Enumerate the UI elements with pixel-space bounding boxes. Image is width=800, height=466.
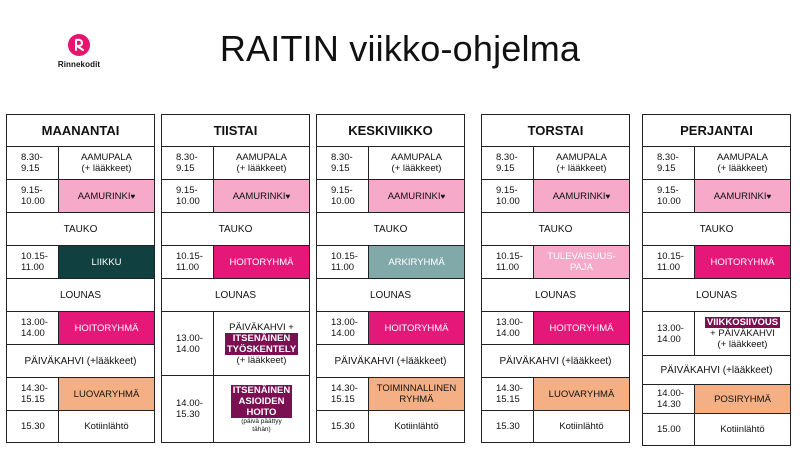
schedule-row (643, 385, 790, 414)
activity-cell: TULEVAISUUS- PAJA (534, 246, 629, 278)
activity-cell: AAMUPALA (+ lääkkeet) (716, 152, 769, 174)
schedule-row (643, 312, 790, 356)
schedule-row (7, 378, 154, 411)
schedule-row (7, 279, 154, 312)
day-column-torstai (481, 114, 630, 443)
activity-cell: AAMURINKI♥ (214, 180, 309, 212)
schedule-row (482, 312, 629, 345)
time-cell: 8.30- 9.15 (643, 147, 695, 179)
full-width-cell: LOUNAS (695, 289, 738, 301)
activity-cell: AAMUPALA (+ lääkkeet) (555, 152, 608, 174)
activity-cell: AAMUPALA (+ lääkkeet) (390, 152, 443, 174)
time-cell: 9.15- 10.00 (317, 180, 369, 212)
activity-cell: Kotiinlähtö (559, 421, 604, 432)
time-cell: 8.30- 9.15 (317, 147, 369, 179)
schedule-row (643, 147, 790, 180)
schedule-row (7, 246, 154, 279)
day-header: PERJANTAI (643, 115, 790, 147)
activity-cell: LIIKKU (59, 246, 154, 278)
activity-cell: Kotiinlähtö (720, 424, 765, 435)
day-header: KESKIVIIKKO (317, 115, 464, 147)
day-column-keskiviikko (316, 114, 465, 443)
activity-cell: ITSENÄINEN ASIOIDEN HOITO (päivä päättyy tähän) (232, 384, 291, 433)
full-width-cell: PÄIVÄKAHVI (+lääkkeet) (660, 364, 773, 376)
schedule-row (317, 411, 464, 442)
full-width-cell: TAUKO (373, 223, 408, 235)
time-cell: 10.15- 11.00 (7, 246, 59, 278)
time-cell: 9.15- 10.00 (643, 180, 695, 212)
time-cell: 13.00- 14.00 (162, 312, 214, 375)
schedule-row (7, 180, 154, 213)
schedule-row (7, 312, 154, 345)
activity-cell: POSIRYHMÄ (695, 385, 790, 413)
time-cell: 14.00- 15.30 (162, 376, 214, 442)
schedule-row (162, 279, 309, 312)
time-cell: 15.30 (7, 411, 59, 442)
time-cell: 13.00- 14.00 (643, 312, 695, 355)
highlight-label: ITSENÄINEN ASIOIDEN HOITO (232, 384, 291, 418)
schedule-row (317, 180, 464, 213)
time-cell: 15.30 (482, 411, 534, 442)
schedule-row (7, 147, 154, 180)
schedule-row (317, 312, 464, 345)
time-cell: 14.30- 15.15 (317, 378, 369, 410)
full-width-cell: LOUNAS (214, 289, 257, 301)
schedule-row (643, 279, 790, 312)
highlight-label: VIIKKOSIIVOUS (706, 317, 779, 328)
schedule-row (317, 279, 464, 312)
schedule-row (643, 414, 790, 445)
schedule-row (162, 376, 309, 442)
full-width-cell: PÄIVÄKAHVI (+lääkkeet) (24, 355, 137, 367)
activity-cell: LUOVARYHMÄ (534, 378, 629, 410)
activity-cell: HOITORYHMÄ (369, 312, 464, 344)
logo-text: Rinnekodit (57, 60, 101, 69)
schedule-row (643, 246, 790, 279)
highlight-label: ITSENÄINEN TYÖSKENTELY (226, 332, 297, 355)
schedule-row (482, 147, 629, 180)
activity-cell: AAMURINKI♥ (534, 180, 629, 212)
activity-cell: LUOVARYHMÄ (59, 378, 154, 410)
full-width-cell: PÄIVÄKAHVI (+lääkkeet) (334, 355, 447, 367)
full-width-cell: TAUKO (538, 223, 573, 235)
schedule-row (162, 312, 309, 376)
activity-cell: VIIKKOSIIVOUS + PÄIVÄKAHVI (+ lääkkeet) (706, 317, 779, 350)
activity-cell: HOITORYHMÄ (695, 246, 790, 278)
day-column-maanantai (6, 114, 155, 443)
activity-cell: Kotiinlähtö (84, 421, 129, 432)
time-cell: 14.00- 14.30 (643, 385, 695, 413)
time-cell: 15.30 (317, 411, 369, 442)
activity-cell: Kotiinlähtö (394, 421, 439, 432)
schedule-row (317, 246, 464, 279)
schedule-row (317, 147, 464, 180)
day-column-perjantai (642, 114, 791, 446)
time-cell: 9.15- 10.00 (482, 180, 534, 212)
time-cell: 9.15- 10.00 (7, 180, 59, 212)
heart-icon: ♥ (440, 191, 446, 201)
full-width-cell: TAUKO (699, 223, 734, 235)
time-cell: 13.00- 14.00 (482, 312, 534, 344)
day-header: TORSTAI (482, 115, 629, 147)
activity-cell: TOIMINNALLINEN RYHMÄ (369, 378, 464, 410)
time-cell: 10.15- 11.00 (317, 246, 369, 278)
activity-cell: AAMUPALA (+ lääkkeet) (80, 152, 133, 174)
schedule-row (482, 246, 629, 279)
schedule-row (7, 411, 154, 442)
activity-cell: PÄIVÄKAHVI + ITSENÄINEN TYÖSKENTELY (+ lääkkeet) (226, 321, 297, 366)
activity-cell: HOITORYHMÄ (534, 312, 629, 344)
schedule-row (643, 356, 790, 385)
activity-cell: ARKIRYHMÄ (369, 246, 464, 278)
schedule-row (482, 378, 629, 411)
full-width-cell: LOUNAS (369, 289, 412, 301)
time-cell: 8.30- 9.15 (482, 147, 534, 179)
time-cell: 10.15- 11.00 (643, 246, 695, 278)
activity-cell: AAMUPALA (+ lääkkeet) (235, 152, 288, 174)
time-cell: 13.00- 14.00 (7, 312, 59, 344)
schedule-row (482, 345, 629, 378)
schedule-row (162, 246, 309, 279)
time-cell: 14.30- 15.15 (482, 378, 534, 410)
schedule-row (482, 213, 629, 246)
time-cell: 8.30- 9.15 (7, 147, 59, 179)
full-width-cell: TAUKO (218, 223, 253, 235)
schedule-row (317, 378, 464, 411)
activity-cell: AAMURINKI♥ (59, 180, 154, 212)
schedule-row (643, 180, 790, 213)
time-cell: 10.15- 11.00 (482, 246, 534, 278)
page-title: RAITIN viikko-ohjelma (219, 28, 581, 69)
time-cell: 10.15- 11.00 (162, 246, 214, 278)
day-column-tiistai (161, 114, 310, 443)
activity-cell: AAMURINKI♥ (695, 180, 790, 212)
schedule-row (482, 180, 629, 213)
activity-cell: HOITORYHMÄ (214, 246, 309, 278)
activity-cell: AAMURINKI♥ (369, 180, 464, 212)
schedule-row (482, 279, 629, 312)
day-header: MAANANTAI (7, 115, 154, 147)
heart-icon: ♥ (130, 191, 136, 201)
time-cell: 9.15- 10.00 (162, 180, 214, 212)
full-width-cell: LOUNAS (534, 289, 577, 301)
schedule-row (162, 180, 309, 213)
heart-icon: ♥ (285, 191, 291, 201)
full-width-cell: LOUNAS (59, 289, 102, 301)
time-cell: 14.30- 15.15 (7, 378, 59, 410)
day-header: TIISTAI (162, 115, 309, 147)
schedule-row (7, 345, 154, 378)
time-cell: 13.00- 14.00 (317, 312, 369, 344)
time-cell: 8.30- 9.15 (162, 147, 214, 179)
schedule-row (162, 213, 309, 246)
heart-icon: ♥ (766, 191, 772, 201)
schedule-row (317, 345, 464, 378)
heart-icon: ♥ (605, 191, 611, 201)
full-width-cell: TAUKO (63, 223, 98, 235)
time-cell: 15.00 (643, 414, 695, 445)
schedule-row (317, 213, 464, 246)
schedule-row (482, 411, 629, 442)
activity-cell: HOITORYHMÄ (59, 312, 154, 344)
schedule-row (7, 213, 154, 246)
schedule-row (643, 213, 790, 246)
schedule-row (162, 147, 309, 180)
full-width-cell: PÄIVÄKAHVI (+lääkkeet) (499, 355, 612, 367)
